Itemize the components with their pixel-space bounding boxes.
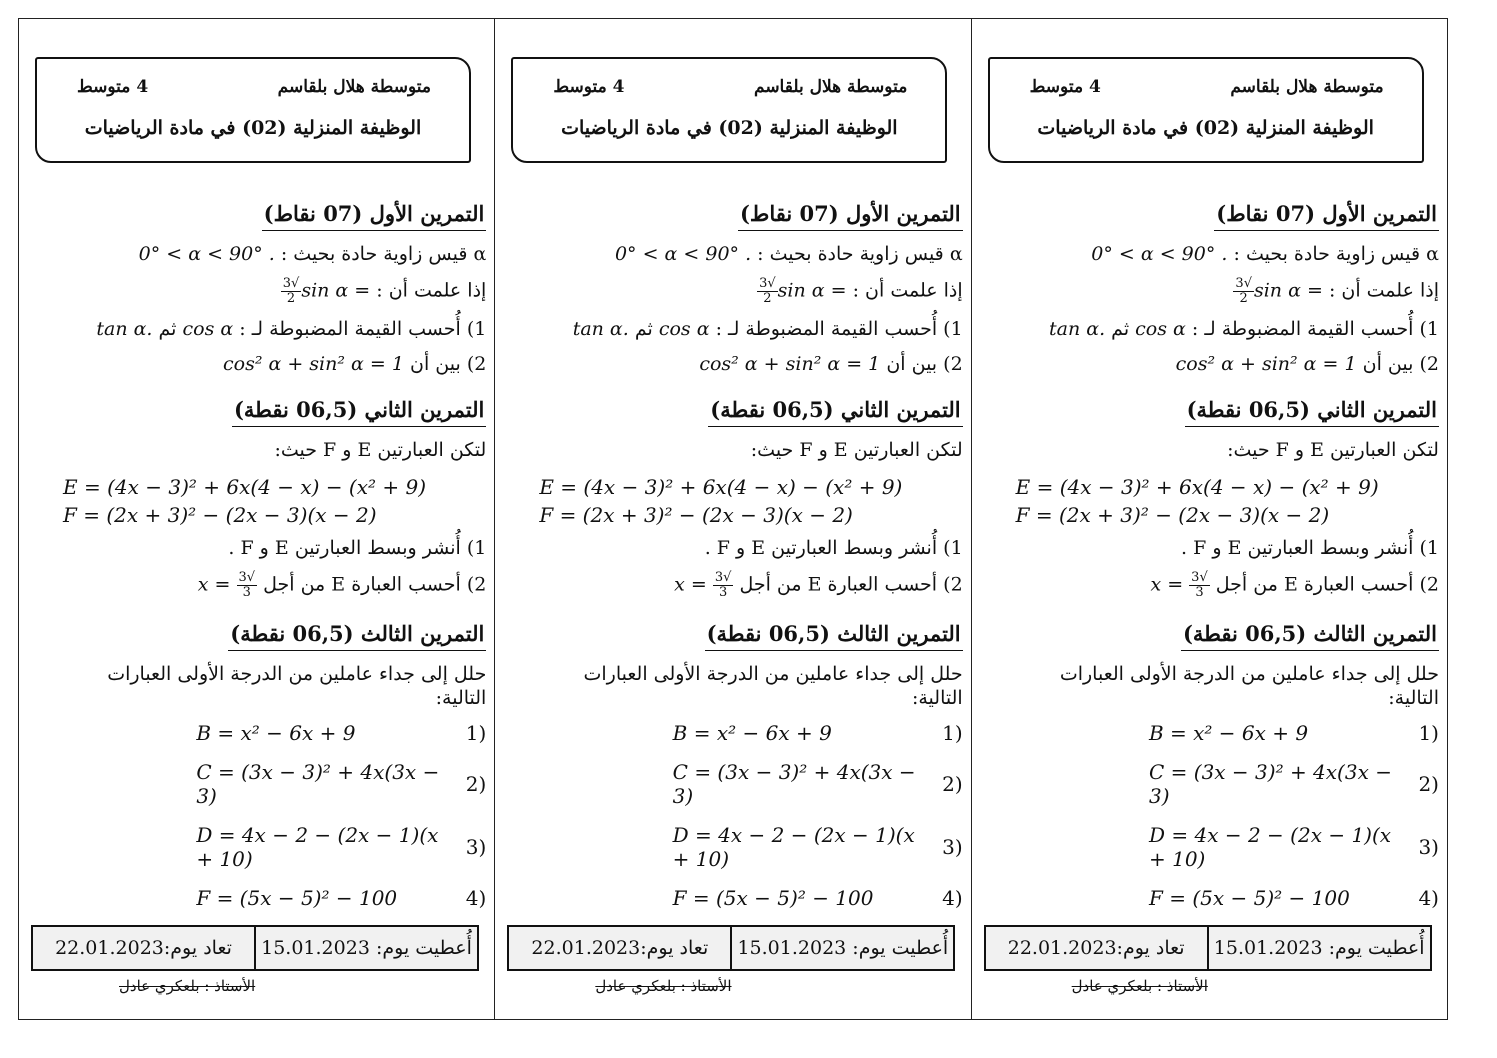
exercises: [531, 191, 962, 925]
header-box: [988, 57, 1424, 163]
fraction: $\frac{√3}{2}$: [759, 276, 776, 306]
dates-box: [507, 925, 955, 971]
fraction: $\frac{√3}{3}$: [714, 570, 732, 600]
assignment-title: الوظيفة المنزلية (02) في مادة الرياضيات: [1037, 117, 1374, 139]
factor-item: (2 C = (3x − 3)² + 4x(3x − 3): [1148, 760, 1439, 808]
fraction: $\frac{√3}{3}$: [238, 570, 256, 600]
exercises: [1008, 191, 1439, 925]
worksheet-sheet: [18, 18, 1448, 1020]
ex1-q1: 1) أُحسب القيمة المضبوطة لـ : cos α ثم tan α.: [96, 318, 487, 340]
header-box: [35, 57, 471, 163]
given-date: أُعطيت يوم: 15.01.2023: [730, 927, 953, 969]
class-level: 4 متوسط: [77, 77, 149, 97]
ex1-given: إذا علمت أن : sin α = $\frac{√3}{2}$: [1235, 276, 1439, 306]
expression-F: F = (2x + 3)² − (2x − 3)(x − 2): [1015, 503, 1330, 527]
factor-item: (1 B = x² − 6x + 9: [196, 721, 487, 745]
ex2-intro: لتكن العبارتين E و F حيث:: [1227, 439, 1439, 461]
ex1-given: إذا علمت أن : sin α = $\frac{√3}{2}$: [282, 276, 487, 306]
ex2-q2: 2) أحسب العبارة E من أجل $\frac{√3}{3}$ x =: [674, 570, 963, 600]
factor-item: (4 F = (5x − 5)² − 100: [196, 886, 487, 910]
given-date: أُعطيت يوم: 15.01.2023: [1207, 927, 1430, 969]
ex3-intro: حلل إلى جداء عاملين من الدرجة الأولى العبارات التالية:: [583, 663, 963, 709]
expression-E: E = (4x − 3)² + 6x(4 − x) − (x² + 9): [63, 475, 427, 499]
fraction: $\frac{√3}{3}$: [1191, 570, 1208, 600]
exercise-3-title: التمرين الثالث (06,5 نقطة): [705, 619, 963, 651]
ex2-q1: 1) أُنشر وبسط العبارتين E و F .: [228, 537, 487, 559]
factor-item: (3 D = 4x − 2 − (2x − 1)(x + 10): [672, 823, 963, 871]
exercise-3-title: التمرين الثالث (06,5 نقطة): [1181, 619, 1439, 651]
expression-F: F = (2x + 3)² − (2x − 3)(x − 2): [539, 503, 853, 527]
ex2-q2: 2) أحسب العبارة E من أجل $\frac{√3}{3}$ x =: [197, 570, 487, 600]
teacher-name: الأستاذ : بلعكري عادل: [1071, 977, 1208, 995]
ex1-q2: 2) بين أن cos² α + sin² α = 1: [1175, 353, 1439, 375]
factor-item: (3 D = 4x − 2 − (2x − 1)(x + 10): [1148, 823, 1439, 871]
teacher-name: الأستاذ : بلعكري عادل: [595, 977, 732, 995]
expression-E: E = (4x − 3)² + 6x(4 − x) − (x² + 9): [1015, 475, 1379, 499]
ex1-q1: 1) أُحسب القيمة المضبوطة لـ : cos α ثم tan α.: [1049, 318, 1439, 340]
exercise-1-title: التمرين الأول (07 نقاط): [262, 199, 487, 231]
factor-item: (2 C = (3x − 3)² + 4x(3x − 3): [672, 760, 963, 808]
exercise-1-title: التمرين الأول (07 نقاط): [738, 199, 963, 231]
worksheet-copy-right: [971, 19, 1447, 1019]
given-date: أُعطيت يوم: 15.01.2023: [254, 927, 477, 969]
exercise-2-title: التمرين الثاني (06,5 نقطة): [708, 395, 962, 427]
dates-box: [31, 925, 479, 971]
class-level: 4 متوسط: [553, 77, 625, 97]
ex1-intro: α قيس زاوية حادة بحيث : 0° < α < 90° .: [614, 243, 963, 265]
ex1-q2: 2) بين أن cos² α + sin² α = 1: [222, 353, 487, 375]
ex1-intro: α قيس زاوية حادة بحيث : 0° < α < 90° .: [1091, 243, 1439, 265]
school-name: متوسطة هلال بلقاسم: [754, 77, 908, 97]
assignment-title: الوظيفة المنزلية (02) في مادة الرياضيات: [561, 117, 898, 139]
factor-item: (4 F = (5x − 5)² − 100: [672, 886, 963, 910]
factor-item: (2 C = (3x − 3)² + 4x(3x − 3): [196, 760, 487, 808]
ex2-intro: لتكن العبارتين E و F حيث:: [274, 439, 487, 461]
dates-box: [984, 925, 1432, 971]
fraction: $\frac{√3}{2}$: [282, 276, 300, 306]
due-date: تعاد يوم: 22.01.2023: [1007, 937, 1185, 959]
exercise-2-title: التمرين الثاني (06,5 نقطة): [1185, 395, 1439, 427]
due-date: تعاد يوم: 22.01.2023: [55, 937, 232, 959]
ex2-q1: 1) أُنشر وبسط العبارتين E و F .: [1181, 537, 1439, 559]
exercises: [55, 191, 486, 925]
ex1-q1: 1) أُحسب القيمة المضبوطة لـ : cos α ثم tan α.: [572, 318, 963, 340]
expression-E: E = (4x − 3)² + 6x(4 − x) − (x² + 9): [539, 475, 903, 499]
school-name: متوسطة هلال بلقاسم: [277, 77, 431, 97]
worksheet-copy-left: [19, 19, 494, 1019]
ex3-intro: حلل إلى جداء عاملين من الدرجة الأولى العبارات التالية:: [107, 663, 487, 709]
factor-item: (4 F = (5x − 5)² − 100: [1148, 886, 1439, 910]
worksheet-copy-middle: [494, 19, 970, 1019]
ex3-intro: حلل إلى جداء عاملين من الدرجة الأولى العبارات التالية:: [1059, 663, 1439, 709]
teacher-name: الأستاذ : بلعكري عادل: [119, 977, 256, 995]
factor-item: (1 B = x² − 6x + 9: [1148, 721, 1439, 745]
class-level: 4 متوسط: [1029, 77, 1101, 97]
ex1-q2: 2) بين أن cos² α + sin² α = 1: [699, 353, 963, 375]
assignment-title: الوظيفة المنزلية (02) في مادة الرياضيات: [84, 117, 422, 139]
exercise-1-title: التمرين الأول (07 نقاط): [1214, 199, 1439, 231]
factor-item: (1 B = x² − 6x + 9: [672, 721, 963, 745]
ex1-given: إذا علمت أن : sin α = $\frac{√3}{2}$: [759, 276, 963, 306]
exercise-2-title: التمرين الثاني (06,5 نقطة): [232, 395, 486, 427]
header-box: [511, 57, 947, 163]
expression-F: F = (2x + 3)² − (2x − 3)(x − 2): [63, 503, 377, 527]
ex2-q2: 2) أحسب العبارة E من أجل $\frac{√3}{3}$ x =: [1150, 570, 1439, 600]
exercise-3-title: التمرين الثالث (06,5 نقطة): [228, 619, 486, 651]
ex2-q1: 1) أُنشر وبسط العبارتين E و F .: [704, 537, 963, 559]
factor-item: (3 D = 4x − 2 − (2x − 1)(x + 10): [196, 823, 487, 871]
ex1-intro: α قيس زاوية حادة بحيث : 0° < α < 90° .: [138, 243, 487, 265]
fraction: $\frac{√3}{2}$: [1235, 276, 1252, 306]
due-date: تعاد يوم: 22.01.2023: [531, 937, 709, 959]
ex2-intro: لتكن العبارتين E و F حيث:: [750, 439, 963, 461]
school-name: متوسطة هلال بلقاسم: [1230, 77, 1384, 97]
